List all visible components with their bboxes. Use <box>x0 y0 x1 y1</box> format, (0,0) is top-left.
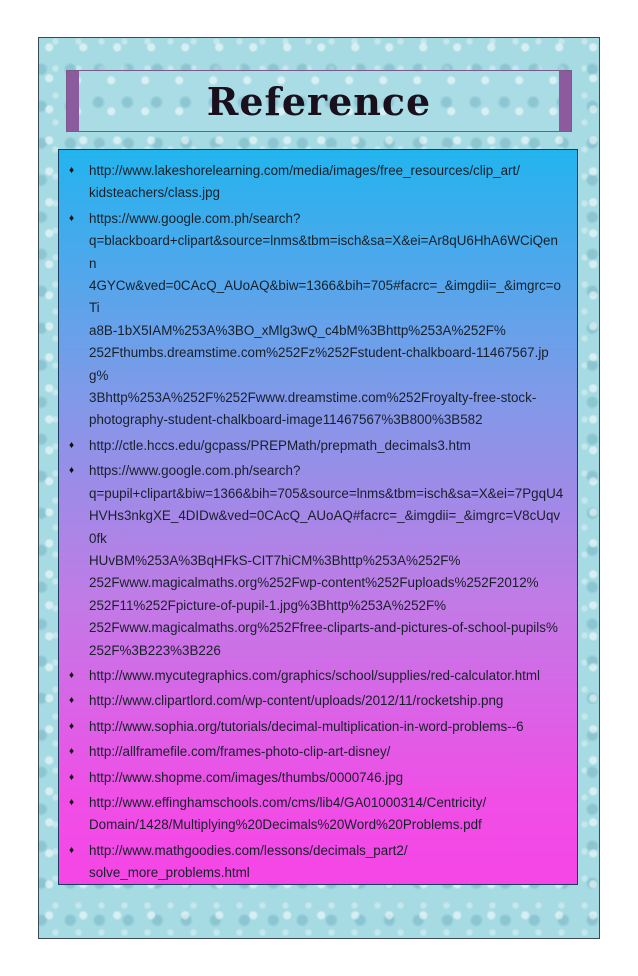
reference-item[interactable] <box>67 690 565 712</box>
reference-url-line: 252F11%252Fpicture-of-pupil-1.jpg%3Bhttp%253A%252F% <box>89 597 447 613</box>
reference-url-line: HVHs3nkgXE_4DIDw&ved=0CAcQ_AUoAQ#facrc=_&imgdii=_&imgrc=V8cUqv0fk <box>89 508 561 546</box>
reference-url-line: https://www.google.com.ph/search? <box>89 463 301 479</box>
reference-item[interactable] <box>67 435 565 457</box>
diamond-bullet-icon: ♦ <box>69 771 75 783</box>
reference-url-line: q=pupil+clipart&biw=1366&bih=705&source=lnms&tbm=isch&sa=X&ei=7PgqU4 <box>89 485 564 501</box>
reference-item[interactable] <box>67 665 565 687</box>
reference-url-line: 4GYCw&ved=0CAcQ_AUoAQ&biw=1366&bih=705#facrc=_&imgdii=_&imgrc=oTi <box>89 278 561 316</box>
reference-url-line: solve_more_problems.html <box>89 865 250 881</box>
reference-url-line: https://www.google.com.ph/search? <box>89 210 301 226</box>
reference-url-line: a8B-1bX5IAM%253A%3BO_xMlg3wQ_c4bM%3Bhttp%253A%252F% <box>89 322 506 338</box>
reference-url-line: http://allframefile.com/frames-photo-clip-art-disney/ <box>89 744 391 760</box>
reference-item[interactable] <box>67 767 565 789</box>
reference-item[interactable] <box>67 741 565 763</box>
reference-item[interactable] <box>67 208 565 432</box>
reference-url-line: 252Fthumbs.dreamstime.com%252Fz%252Fstudent-chalkboard-11467567.jpg% <box>89 345 549 383</box>
reference-url-line: http://ctle.hccs.edu/gcpass/PREPMath/prepmath_decimals3.htm <box>89 437 471 453</box>
reference-panel <box>58 149 578 885</box>
reference-url-line: http://www.mycutegraphics.com/graphics/school/supplies/red-calculator.html <box>89 667 541 683</box>
reference-url-line: 3Bhttp%253A%252F%252Fwww.dreamstime.com%252Froyalty-free-stock- <box>89 390 537 406</box>
reference-url-line: kidsteachers/class.jpg <box>89 185 220 201</box>
diamond-bullet-icon: ♦ <box>69 695 75 707</box>
reference-item[interactable] <box>67 716 565 738</box>
reference-url-line: q=blackboard+clipart&source=lnms&tbm=isch&sa=X&ei=Ar8qU6HhA6WCiQenn <box>89 233 558 271</box>
diamond-bullet-icon: ♦ <box>69 669 75 681</box>
diamond-bullet-icon: ♦ <box>69 796 75 808</box>
diamond-bullet-icon: ♦ <box>69 720 75 732</box>
reference-item[interactable] <box>67 160 565 205</box>
diamond-bullet-icon: ♦ <box>69 212 75 224</box>
reference-url-line: 252F%3B223%3B226 <box>89 642 221 658</box>
reference-item[interactable] <box>67 460 565 662</box>
diamond-bullet-icon: ♦ <box>69 439 75 451</box>
reference-item[interactable] <box>67 840 565 885</box>
reference-url-line: Domain/1428/Multiplying%20Decimals%20Word%20Problems.pdf <box>89 817 482 833</box>
reference-url-line: http://www.sophia.org/tutorials/decimal-multiplication-in-word-problems--6 <box>89 718 524 734</box>
reference-url-line: 252Fwww.magicalmaths.org%252Ffree-cliparts-and-pictures-of-school-pupils% <box>89 620 558 636</box>
diamond-bullet-icon: ♦ <box>69 465 75 477</box>
title-banner <box>66 70 572 132</box>
diamond-bullet-icon: ♦ <box>69 165 75 176</box>
reference-list <box>59 150 577 885</box>
reference-url-line: http://www.clipartlord.com/wp-content/uploads/2012/11/rocketship.png <box>89 693 504 709</box>
reference-url-line: photography-student-chalkboard-image11467567%3B800%3B582 <box>89 412 483 428</box>
reference-url-line: http://www.shopme.com/images/thumbs/0000746.jpg <box>89 769 404 785</box>
diamond-bullet-icon: ♦ <box>69 844 75 856</box>
reference-url-line: http://www.lakeshorelearning.com/media/images/free_resources/clip_art/ <box>89 163 520 178</box>
reference-url-line: http://www.mathgoodies.com/lessons/decimals_part2/ <box>89 842 408 858</box>
reference-url-line: 252Fwww.magicalmaths.org%252Fwp-content%252Fuploads%252F2012% <box>89 575 539 591</box>
diamond-bullet-icon: ♦ <box>69 746 75 758</box>
page-title: Reference <box>206 79 432 124</box>
reference-item[interactable] <box>67 792 565 837</box>
reference-url-line: http://www.effinghamschools.com/cms/lib4/GA01000314/Centricity/ <box>89 794 487 810</box>
reference-url-line: HUvBM%253A%3BqHFkS-CIT7hiCM%3Bhttp%253A%252F% <box>89 552 461 568</box>
